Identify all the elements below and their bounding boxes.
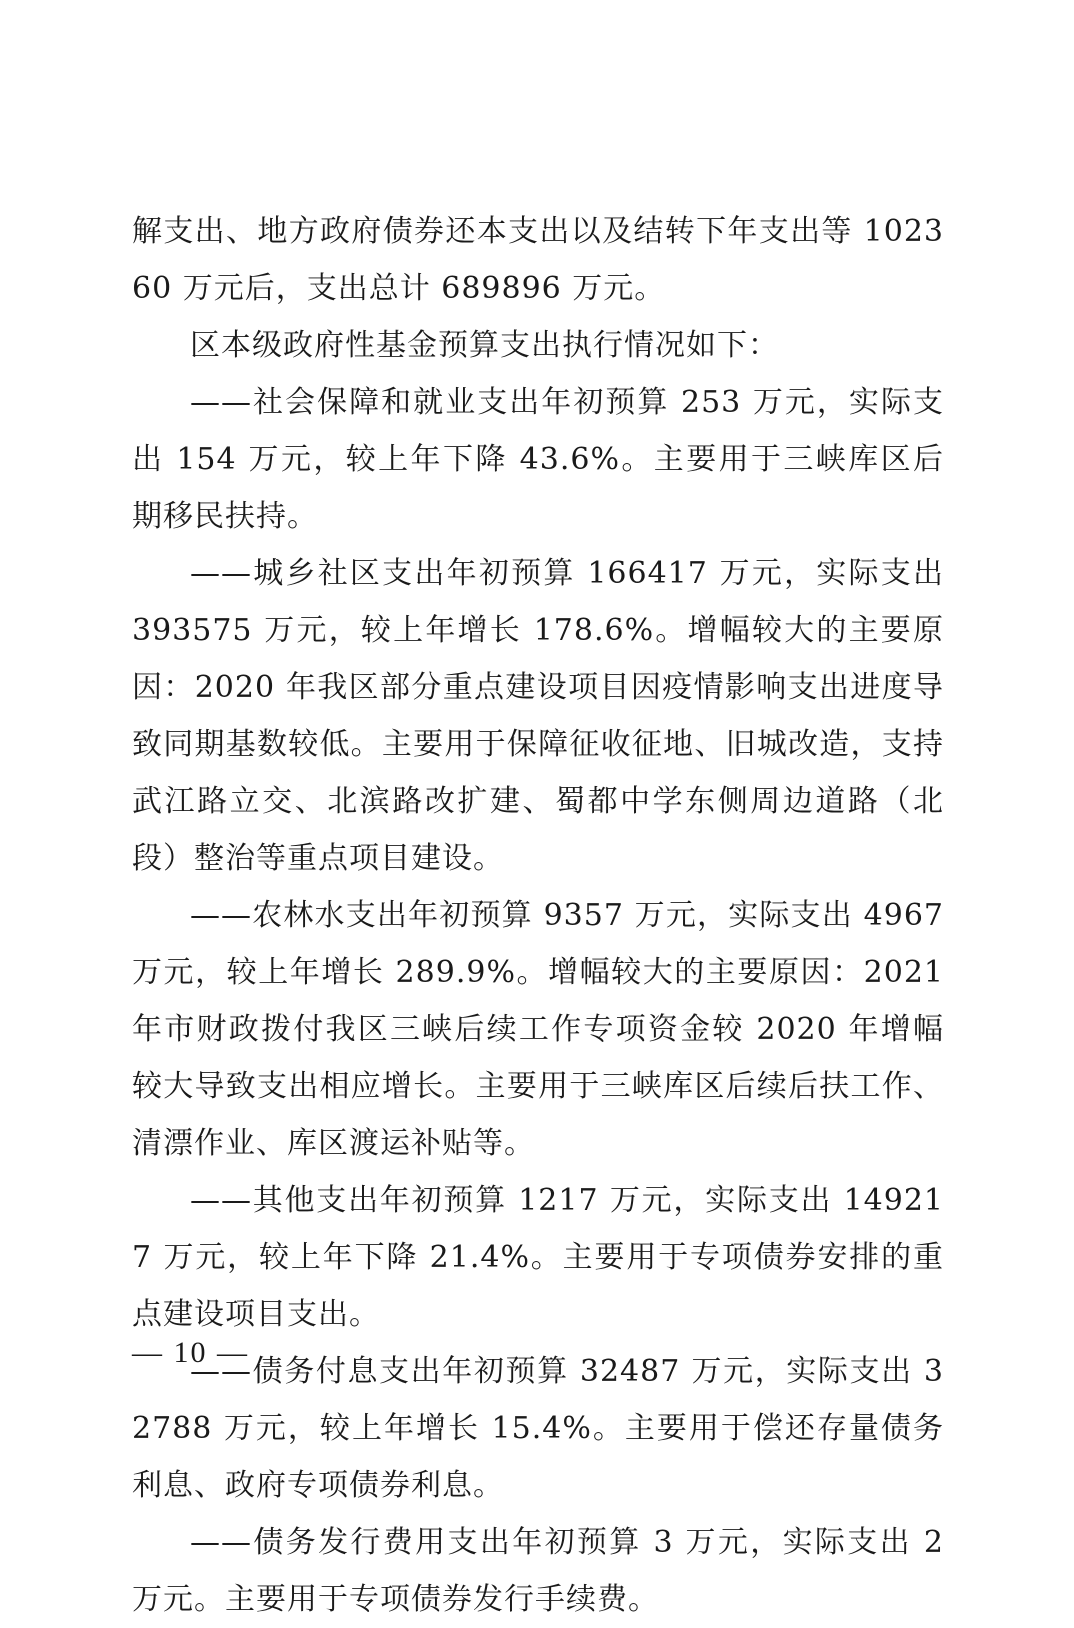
page-number: — 10 —	[132, 1336, 249, 1369]
paragraph-continuation: 解支出、地方政府债券还本支出以及结转下年支出等 102360 万元后，支出总计 689896 万元。	[132, 214, 944, 306]
paragraph-fund-intro: 区本级政府性基金预算支出执行情况如下：	[190, 328, 779, 363]
document-body	[132, 203, 944, 1628]
paragraph-urban-rural: ——城乡社区支出年初预算 166417 万元，实际支出 393575 万元，较上年增长 178.6%。增幅较大的主要原因：2020 年我区部分重点建设项目因疫情影响支出进度导致同期基数较低。主要用于保障征收征地、旧城改造，支持武江路立交、北滨路改扩建、蜀都中学东侧周边道路（北段）整治等重点项目建设。	[132, 556, 944, 876]
paragraph-agriculture-water: ——农林水支出年初预算 9357 万元，实际支出 4967 万元，较上年增长 289.9%。增幅较大的主要原因：2021 年市财政拨付我区三峡后续工作专项资金较 2020 年增幅较大导致支出相应增长。主要用于三峡库区后续后扶工作、清漂作业、库区渡运补贴等。	[132, 898, 944, 1161]
paragraph-other-expenditure: ——其他支出年初预算 1217 万元，实际支出 149217 万元，较上年下降 21.4%。主要用于专项债券安排的重点建设项目支出。	[132, 1183, 944, 1332]
paragraph-debt-interest: ——债务付息支出年初预算 32487 万元，实际支出 32788 万元，较上年增长 15.4%。主要用于偿还存量债务利息、政府专项债券利息。	[132, 1354, 944, 1503]
paragraph-social-security: ——社会保障和就业支出年初预算 253 万元，实际支出 154 万元，较上年下降 43.6%。主要用于三峡库区后期移民扶持。	[132, 385, 944, 534]
paragraph-debt-issuance: ——债务发行费用支出年初预算 3 万元，实际支出 2 万元。主要用于专项债券发行手续费。	[132, 1525, 944, 1617]
